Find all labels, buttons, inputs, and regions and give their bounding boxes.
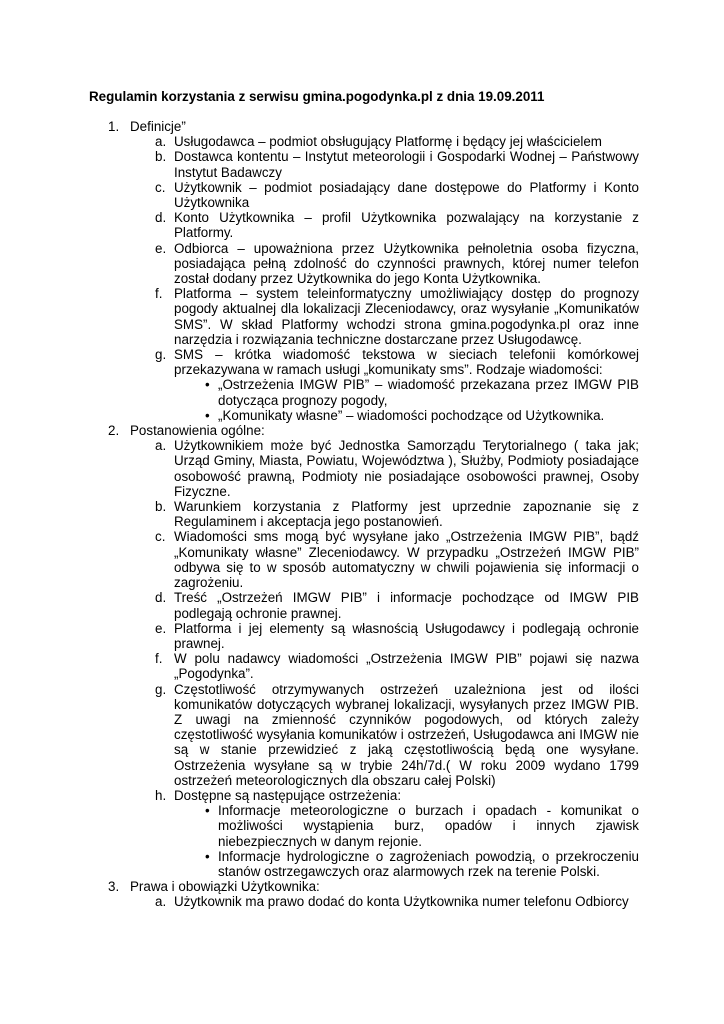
item-text: Użytkownikiem może być Jednostka Samorządu Terytorialnego ( taka jak; Urząd Gminy, Miasta, Powiatu, Województwa ), Służby, Podmioty posiadające osobowość prawną, Podmioty nie posiadające osobowości prawnej, Osoby Fizyczne. (174, 438, 639, 499)
section-title: Postanowienia ogólne: (130, 423, 265, 439)
item-letter: h. (155, 787, 167, 803)
bullet-dot-icon: • (205, 377, 210, 393)
item-letter: f. (155, 286, 163, 302)
list-item (0, 134, 724, 149)
section (0, 119, 724, 423)
item-text: SMS – krótka wiadomość tekstowa w sieciach telefonii komórkowej przekazywana w ramach usługi „komunikaty sms”. Rodzaje wiadomości: (174, 347, 639, 378)
item-text: Konto Użytkownika – profil Użytkownika pozwalający na korzystanie z Platformy. (174, 210, 639, 241)
item-text: Dostawca kontentu – Instytut meteorologii i Gospodarki Wodnej – Państwowy Instytut Badawczy (174, 149, 639, 180)
section-number: 3. (108, 879, 120, 895)
document-body (0, 119, 724, 910)
list-item (0, 590, 724, 620)
item-letter: g. (155, 681, 167, 697)
item-text: Wiadomości sms mogą być wysyłane jako „Ostrzeżenia IMGW PIB”, bądź „Komunikaty własne” Zleceniodawcy. W przypadku „Ostrzeżeń IMGW PIB” odbywa się to w sposób automatyczny w chwili pojawienia się informacji o zagrożeniu. (174, 529, 639, 591)
section-number: 2. (108, 423, 120, 439)
item-letter: e. (155, 620, 167, 636)
item-text: Dostępne są następujące ostrzeżenia: (174, 787, 402, 803)
list-item (0, 180, 724, 210)
item-letter: b. (155, 149, 167, 165)
list-item (0, 210, 724, 240)
bullet-item (0, 377, 724, 407)
section-title: Prawa i obowiązki Użytkownika: (130, 879, 320, 895)
list-item (0, 621, 724, 651)
list-item (0, 347, 724, 377)
item-letter: f. (155, 651, 163, 667)
bullet-item (0, 803, 724, 849)
item-text: Częstotliwość otrzymywanych ostrzeżeń uzależniona jest od ilości komunikatów dotyczących wybranej lokalizacji, wysyłanych przez IMGW PIB. Z uwagi na zmienność czynników pogodowych, od których zależy częstotliwość wysyłania komunikatów i ostrzeżeń, Usługodawca ani IMGW nie są w stanie przewidzieć z jaką częstotliwością będą one wysyłane. Ostrzeżenia wysyłane są w trybie 24h/7d.( W roku 2009 wydano 1799 ostrzeżeń meteorologicznych dla obszaru całej Polski) (174, 681, 639, 788)
bullet-text: „Ostrzeżenia IMGW PIB” – wiadomość przekazana przez IMGW PIB dotycząca prognozy pogody, (218, 377, 639, 408)
item-letter: g. (155, 347, 167, 363)
item-text: Użytkownik – podmiot posiadający dane dostępowe do Platformy i Konto Użytkownika (174, 179, 639, 211)
list-item (0, 286, 724, 347)
list-item (0, 529, 724, 590)
bullet-dot-icon: • (205, 407, 210, 423)
list-item (0, 651, 724, 681)
list-item (0, 438, 724, 499)
list-item (0, 499, 724, 529)
list-item (0, 241, 724, 287)
item-letter: a. (155, 134, 167, 150)
bullet-dot-icon: • (205, 848, 210, 864)
item-text: Platforma – system teleinformatyczny umożliwiający dostęp do prognozy pogody aktualnej dla lokalizacji Zleceniodawcy, oraz wysyłanie „Komunikatów SMS”. W skład Platformy wchodzi strona gmina.pogodynka.pl oraz inne narzędzia i rozwiązania techniczne dostarczane przez Usługodawcę. (174, 286, 639, 347)
item-letter: d. (155, 210, 167, 226)
item-text: Treść „Ostrzeżeń IMGW PIB” i informacje pochodzące od IMGW PIB podlegają ochronie prawnej. (174, 590, 639, 621)
bullet-text: „Komunikaty własne” – wiadomości pochodzące od Użytkownika. (218, 407, 605, 423)
item-letter: a. (155, 894, 167, 910)
item-text: Usługodawca – podmiot obsługujący Platformę i będący jej właścicielem (174, 134, 602, 150)
bullet-text: Informacje hydrologiczne o zagrożeniach powodzią, o przekroczeniu stanów ostrzegawczych oraz alarmowych rzek na terenie Polski. (218, 848, 639, 879)
bullet-dot-icon: • (205, 803, 210, 819)
item-letter: d. (155, 590, 167, 606)
item-letter: c. (155, 529, 166, 545)
list-item (0, 894, 724, 909)
item-text: Warunkiem korzystania z Platformy jest uprzednie zapoznanie się z Regulaminem i akceptacja jego postanowień. (174, 499, 639, 530)
section (0, 423, 724, 879)
section (0, 879, 724, 909)
item-letter: a. (155, 438, 167, 454)
list-item (0, 149, 724, 179)
item-letter: c. (155, 179, 166, 195)
item-letter: b. (155, 499, 167, 515)
item-letter: e. (155, 240, 167, 256)
section-number: 1. (108, 119, 120, 134)
section-title: Definicje” (130, 119, 186, 134)
bullet-text: Informacje meteorologiczne o burzach i opadach - komunikat o możliwości wystąpienia burz, opadów i innych zjawisk niebezpiecznych w danym rejonie. (218, 803, 639, 849)
document-title: Regulamin korzystania z serwisu gmina.pogodynka.pl z dnia 19.09.2011 (89, 89, 545, 104)
list-item (0, 788, 724, 803)
item-text: Odbiorca – upoważniona przez Użytkownika pełnoletnia osoba fizyczna, posiadająca pełną zdolność do czynności prawnych, której numer telefon został dodany przez Użytkownika do jego Konta Użytkownika. (174, 240, 639, 287)
item-text: W polu nadawcy wiadomości „Ostrzeżenia IMGW PIB” pojawi się nazwa „Pogodynka”. (174, 651, 639, 682)
list-item (0, 682, 724, 788)
item-text: Użytkownik ma prawo dodać do konta Użytkownika numer telefonu Odbiorcy (174, 894, 629, 910)
bullet-item (0, 849, 724, 879)
bullet-item (0, 408, 724, 423)
item-text: Platforma i jej elementy są własnością Usługodawcy i podlegają ochronie prawnej. (174, 620, 639, 651)
